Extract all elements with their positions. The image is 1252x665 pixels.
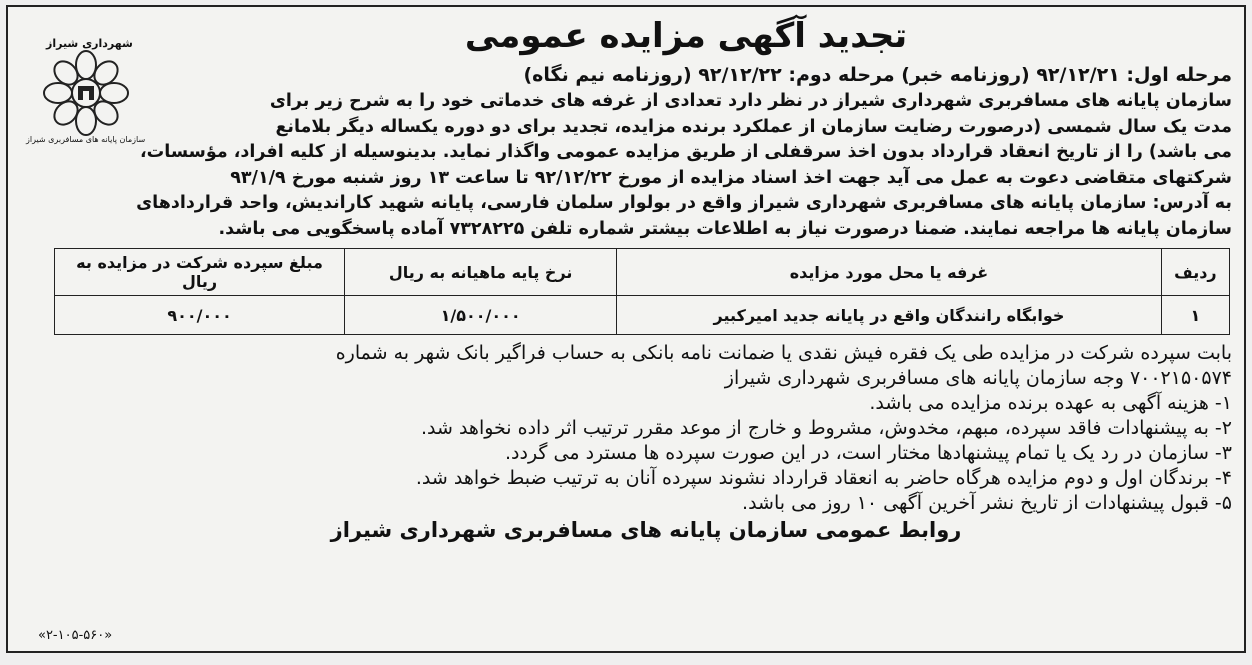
public-relations-signature: روابط عمومی سازمان پایانه های مسافربری شهرداری شیراز: [330, 518, 962, 542]
logo-bottom-text: سازمان پایانه های مسافربری شیراز: [26, 135, 146, 144]
header-base-rate: نرخ پایه ماهیانه به ریال: [345, 249, 617, 296]
deposit-account: ۷۰۰۲۱۵۰۵۷۴ وجه سازمان پایانه های مسافربری شهرداری شیراز: [724, 367, 1232, 389]
table-row: [55, 296, 1230, 335]
term-item: ۲- به پیشنهادات فاقد سپرده، مبهم، مخدوش، مشروط و خارج از موعد مقرر ترتیب اثر داده نخواهد شد.: [420, 417, 1232, 439]
cell-place: خوابگاه رانندگان واقع در پایانه جدید امیرکبیر: [617, 296, 1162, 335]
intro-line: سازمان پایانه ها مراجعه نمایند. ضمنا درصورت نیاز به اطلاعات بیشتر شماره تلفن ۷۳۲۸۲۲۵ آماده پاسخگویی می باشد.: [218, 218, 1232, 239]
terms-section: [8, 335, 1244, 516]
auction-items-table: [54, 248, 1230, 335]
intro-line: به آدرس: سازمان پایانه های مسافربری شهرداری شیراز واقع در بولوار سلمان فارسی، پایانه شهید کاراندیش، واحد قراردادهای: [136, 193, 1232, 213]
cell-deposit: ۹۰۰/۰۰۰: [55, 296, 345, 335]
logo-top-text: شهرداری شیراز: [46, 37, 133, 50]
header-deposit: مبلغ سپرده شرکت در مزایده به ریال: [55, 249, 345, 296]
publication-stages: مرحله اول: ۹۲/۱۲/۲۱ (روزنامه خبر) مرحله دوم: ۹۲/۱۲/۲۲ (روزنامه نیم نگاه): [523, 64, 1232, 86]
organization-logo: [26, 37, 146, 147]
term-item: ۱- هزینه آگهی به عهده برنده مزایده می باشد.: [869, 392, 1232, 414]
intro-paragraph: [8, 89, 1244, 242]
notice-code: «۲-۱۰۵-۵۶۰»: [38, 628, 113, 643]
intro-line: می باشد) را از تاریخ انعقاد قرارداد بدون اخذ سرقفلی از طریق مزایده عمومی واگذار نماید. بدینوسیله از کلیه افراد، مؤسسات،: [140, 142, 1232, 162]
header-place: غرفه یا محل مورد مزایده: [617, 249, 1162, 296]
table-header-row: [55, 249, 1230, 296]
cell-row-number: ۱: [1161, 296, 1229, 335]
intro-line: شرکتهای متقاضی دعوت به عمل می آید جهت اخذ اسناد مزایده از مورخ ۹۲/۱۲/۲۲ تا ساعت ۱۳ روز شنبه مورخ ۹۳/۱/۹: [230, 167, 1232, 188]
notice-title: تجدید آگهی مزایده عمومی: [464, 16, 908, 56]
cell-base-rate: ۱/۵۰۰/۰۰۰: [345, 296, 617, 335]
deposit-instruction: بابت سپرده شرکت در مزایده طی یک فقره فیش نقدی یا ضمانت نامه بانکی به حساب فراگیر بانک شهر به شماره: [335, 342, 1232, 364]
flower-emblem-icon: [26, 37, 146, 147]
intro-line: سازمان پایانه های مسافربری شهرداری شیراز در نظر دارد تعدادی از غرفه های خدماتی خود را به شرح زیر برای: [269, 91, 1232, 111]
intro-line: مدت یک سال شمسی (درصورت رضایت سازمان از عملکرد برنده مزایده، تجدید برای دو دوره یکساله دیگر بلامانع: [275, 116, 1232, 137]
header-row-number: ردیف: [1161, 249, 1229, 296]
term-item: ۵- قبول پیشنهادات از تاریخ نشر آخرین آگهی ۱۰ روز می باشد.: [742, 492, 1232, 514]
auction-notice: [6, 5, 1246, 653]
term-item: ۳- سازمان در رد یک یا تمام پیشنهادها مختار است، در این صورت سپرده ها مسترد می گردد.: [504, 442, 1232, 464]
term-item: ۴- برندگان اول و دوم مزایده هرگاه حاضر به انعقاد قرارداد نشوند سپرده آنان به ترتیب ضبط خواهد شد.: [415, 467, 1232, 489]
